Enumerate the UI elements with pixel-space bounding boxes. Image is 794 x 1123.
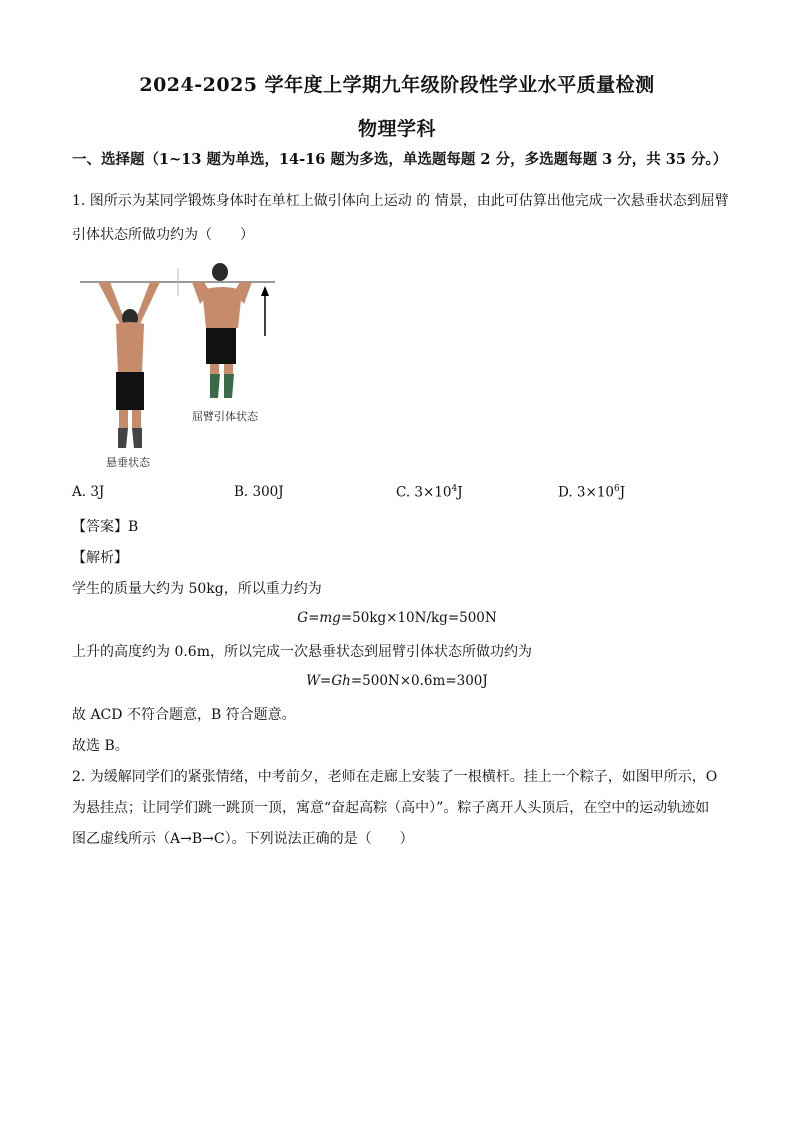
q2-stem-line2: 为悬挂点；让同学们跳一跳顶一顶，寓意“奋起高粽（高中）”。粽子离开人头顶后，在空中的运动轨迹如 bbox=[72, 800, 710, 816]
q2-stem-line3: 图乙虚线所示（A→B→C）。下列说法正确的是（ ） bbox=[72, 831, 414, 847]
q1-option-a: A. 3J bbox=[72, 484, 105, 500]
q1-analysis-label: 【解析】 bbox=[72, 550, 128, 566]
q1-equation-2: W=Gh=500N×0.6m=300J bbox=[306, 673, 488, 689]
section-heading: 一、选择题（1~13 题为单选，14-16 题为多选，单选题每题 2 分，多选题每题 3 分，共 35 分。） bbox=[72, 151, 728, 168]
q1-answer: 【答案】B bbox=[72, 519, 139, 535]
q2-stem-line1: 2. 为缓解同学们的紧张情绪，中考前夕，老师在走廊上安装了一根横杆。挂上一个粽子，如图甲所示，O bbox=[72, 769, 718, 785]
q1-stem-line1: 1. 图所示为某同学锻炼身体时在单杠上做引体向上运动 的 情景，由此可估算出他完成一次悬垂状态到屈臂 bbox=[72, 193, 729, 209]
caption-bent-arm: 屈臂引体状态 bbox=[192, 410, 258, 423]
bent-arm-person-icon bbox=[192, 263, 252, 398]
q1-solution-line3: 故 ACD 不符合题意，B 符合题意。 bbox=[72, 707, 296, 723]
q1-solution-line1: 学生的质量大约为 50kg，所以重力约为 bbox=[72, 581, 322, 597]
page-subtitle: 物理学科 bbox=[357, 118, 436, 140]
q1-option-d: D. $3\times 10^6J$ bbox=[558, 484, 626, 501]
hanging-person-icon bbox=[98, 282, 160, 448]
q1-solution-line2: 上升的高度约为 0.6m，所以完成一次悬垂状态到屈臂引体状态所做功约为 bbox=[72, 644, 532, 660]
q1-equation-1: G=mg=50kg×10N/kg=500N bbox=[297, 610, 497, 626]
upward-arrow-icon bbox=[261, 286, 269, 336]
pull-up-figure bbox=[80, 262, 290, 472]
q1-option-b: B. 300J bbox=[234, 484, 284, 500]
page-title: 2024-2025 学年度上学期九年级阶段性学业水平质量检测 bbox=[139, 74, 655, 96]
q1-stem-line2: 引体状态所做功约为（ ） bbox=[72, 227, 254, 243]
q1-solution-line4: 故选 B。 bbox=[72, 738, 129, 754]
q1-option-c: C. $3\times 10^4J$ bbox=[396, 484, 463, 501]
pull-up-illustration bbox=[80, 262, 290, 472]
caption-hanging: 悬垂状态 bbox=[106, 456, 150, 469]
